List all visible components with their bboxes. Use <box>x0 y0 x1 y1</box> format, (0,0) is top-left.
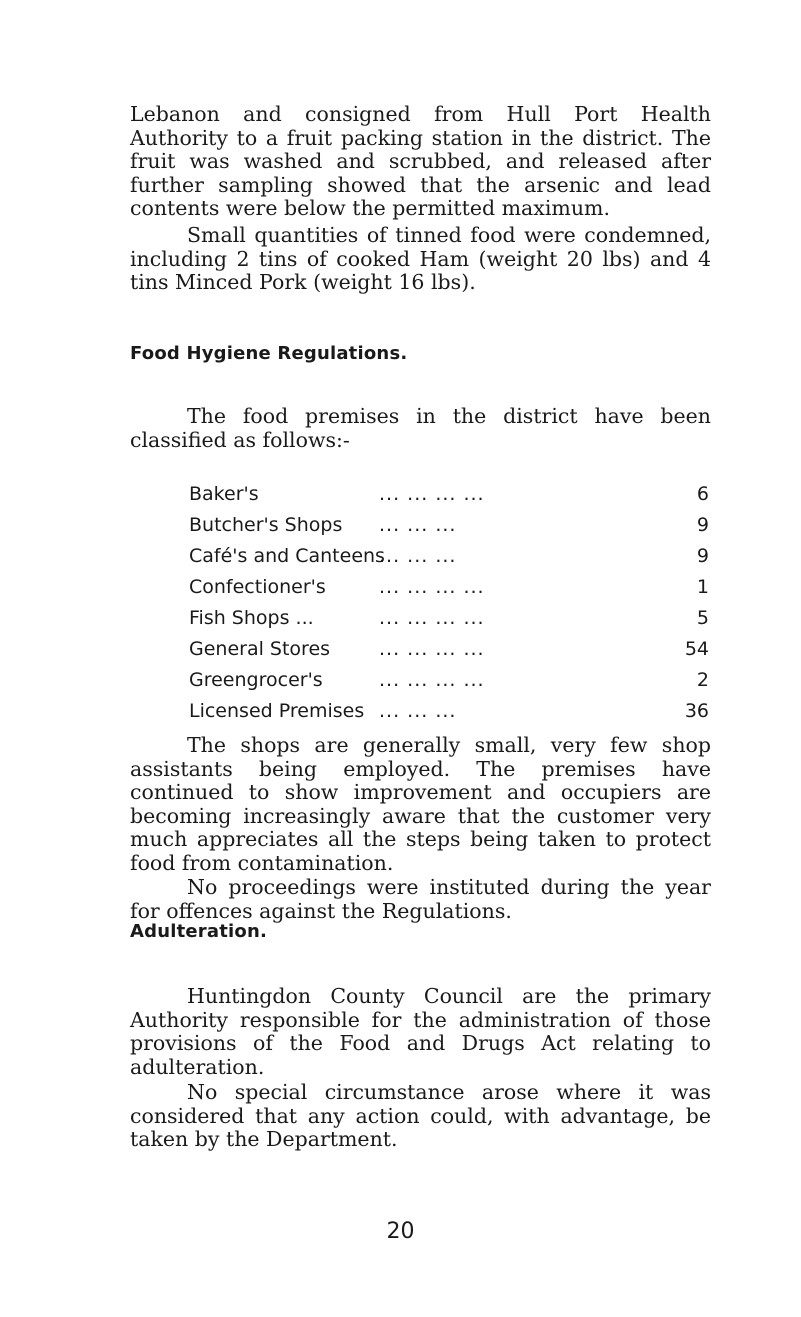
premises-name: Café's and Canteens <box>189 545 385 567</box>
list-item <box>189 572 709 603</box>
list-item <box>189 665 709 696</box>
list-item <box>189 541 709 572</box>
list-item <box>189 696 709 727</box>
premises-count: 6 <box>696 483 709 505</box>
premises-name: Fish Shops ... <box>189 607 314 629</box>
premises-list <box>189 479 709 727</box>
premises-count: 9 <box>696 514 709 536</box>
premises-count: 54 <box>684 638 709 660</box>
paragraph-shops-description: The shops are generally small, very few shop assistants being employed. The premises have continued to show improvement and occupiers are becoming increasingly aware that the customer very much appreciates all the steps being taken to protect food from contamination. <box>130 733 711 875</box>
premises-count: 2 <box>696 669 709 691</box>
list-item <box>189 603 709 634</box>
leader-dots: ... ... ... <box>379 700 457 722</box>
heading-food-hygiene: Food Hygiene Regulations. <box>130 343 408 364</box>
premises-name: Confectioner's <box>189 576 326 598</box>
paragraph-tinned-food: Small quantities of tinned food were condemned, including 2 tins of cooked Ham (weight 20 lbs) and 4 tins Minced Pork (weight 16 lbs). <box>130 223 711 294</box>
premises-name: General Stores <box>189 638 331 660</box>
paragraph-classification-intro: The food premises in the district have been classified as follows:- <box>130 404 711 452</box>
page-number: 20 <box>386 1219 415 1244</box>
premises-name: Licensed Premises <box>189 700 365 722</box>
leader-dots: ... ... ... ... <box>379 576 485 598</box>
paragraph-county-council: Huntingdon County Council are the primary Authority responsible for the administration of those provisions of the Food and Drugs Act relating to adulteration. <box>130 984 711 1079</box>
premises-count: 36 <box>684 700 709 722</box>
leader-dots: ... ... ... ... <box>379 483 485 505</box>
paragraph-no-proceedings: No proceedings were instituted during the year for offences against the Regulations. <box>130 875 711 923</box>
premises-name: Butcher's Shops <box>189 514 343 536</box>
leader-dots: ... ... ... ... <box>379 669 485 691</box>
heading-adulteration: Adulteration. <box>130 921 268 942</box>
premises-count: 5 <box>696 607 709 629</box>
paragraph-fruit-release: Lebanon and consigned from Hull Port Health Authority to a fruit packing station in the district. The fruit was washed and scrubbed, and released after further sampling showed that the arsenic and lead contents were below the permitted maximum. <box>130 102 711 220</box>
premises-count: 1 <box>696 576 709 598</box>
list-item <box>189 634 709 665</box>
list-item <box>189 479 709 510</box>
leader-dots: ... ... ... <box>379 514 457 536</box>
premises-name: Greengrocer's <box>189 669 323 691</box>
paragraph-no-special-circumstance: No special circumstance arose where it was considered that any action could, with advantage, be taken by the Department. <box>130 1080 711 1151</box>
list-item <box>189 510 709 541</box>
premises-count: 9 <box>696 545 709 567</box>
premises-name: Baker's <box>189 483 259 505</box>
leader-dots: ... ... ... ... <box>379 638 485 660</box>
leader-dots: ... ... ... <box>379 545 457 567</box>
leader-dots: ... ... ... ... <box>379 607 485 629</box>
